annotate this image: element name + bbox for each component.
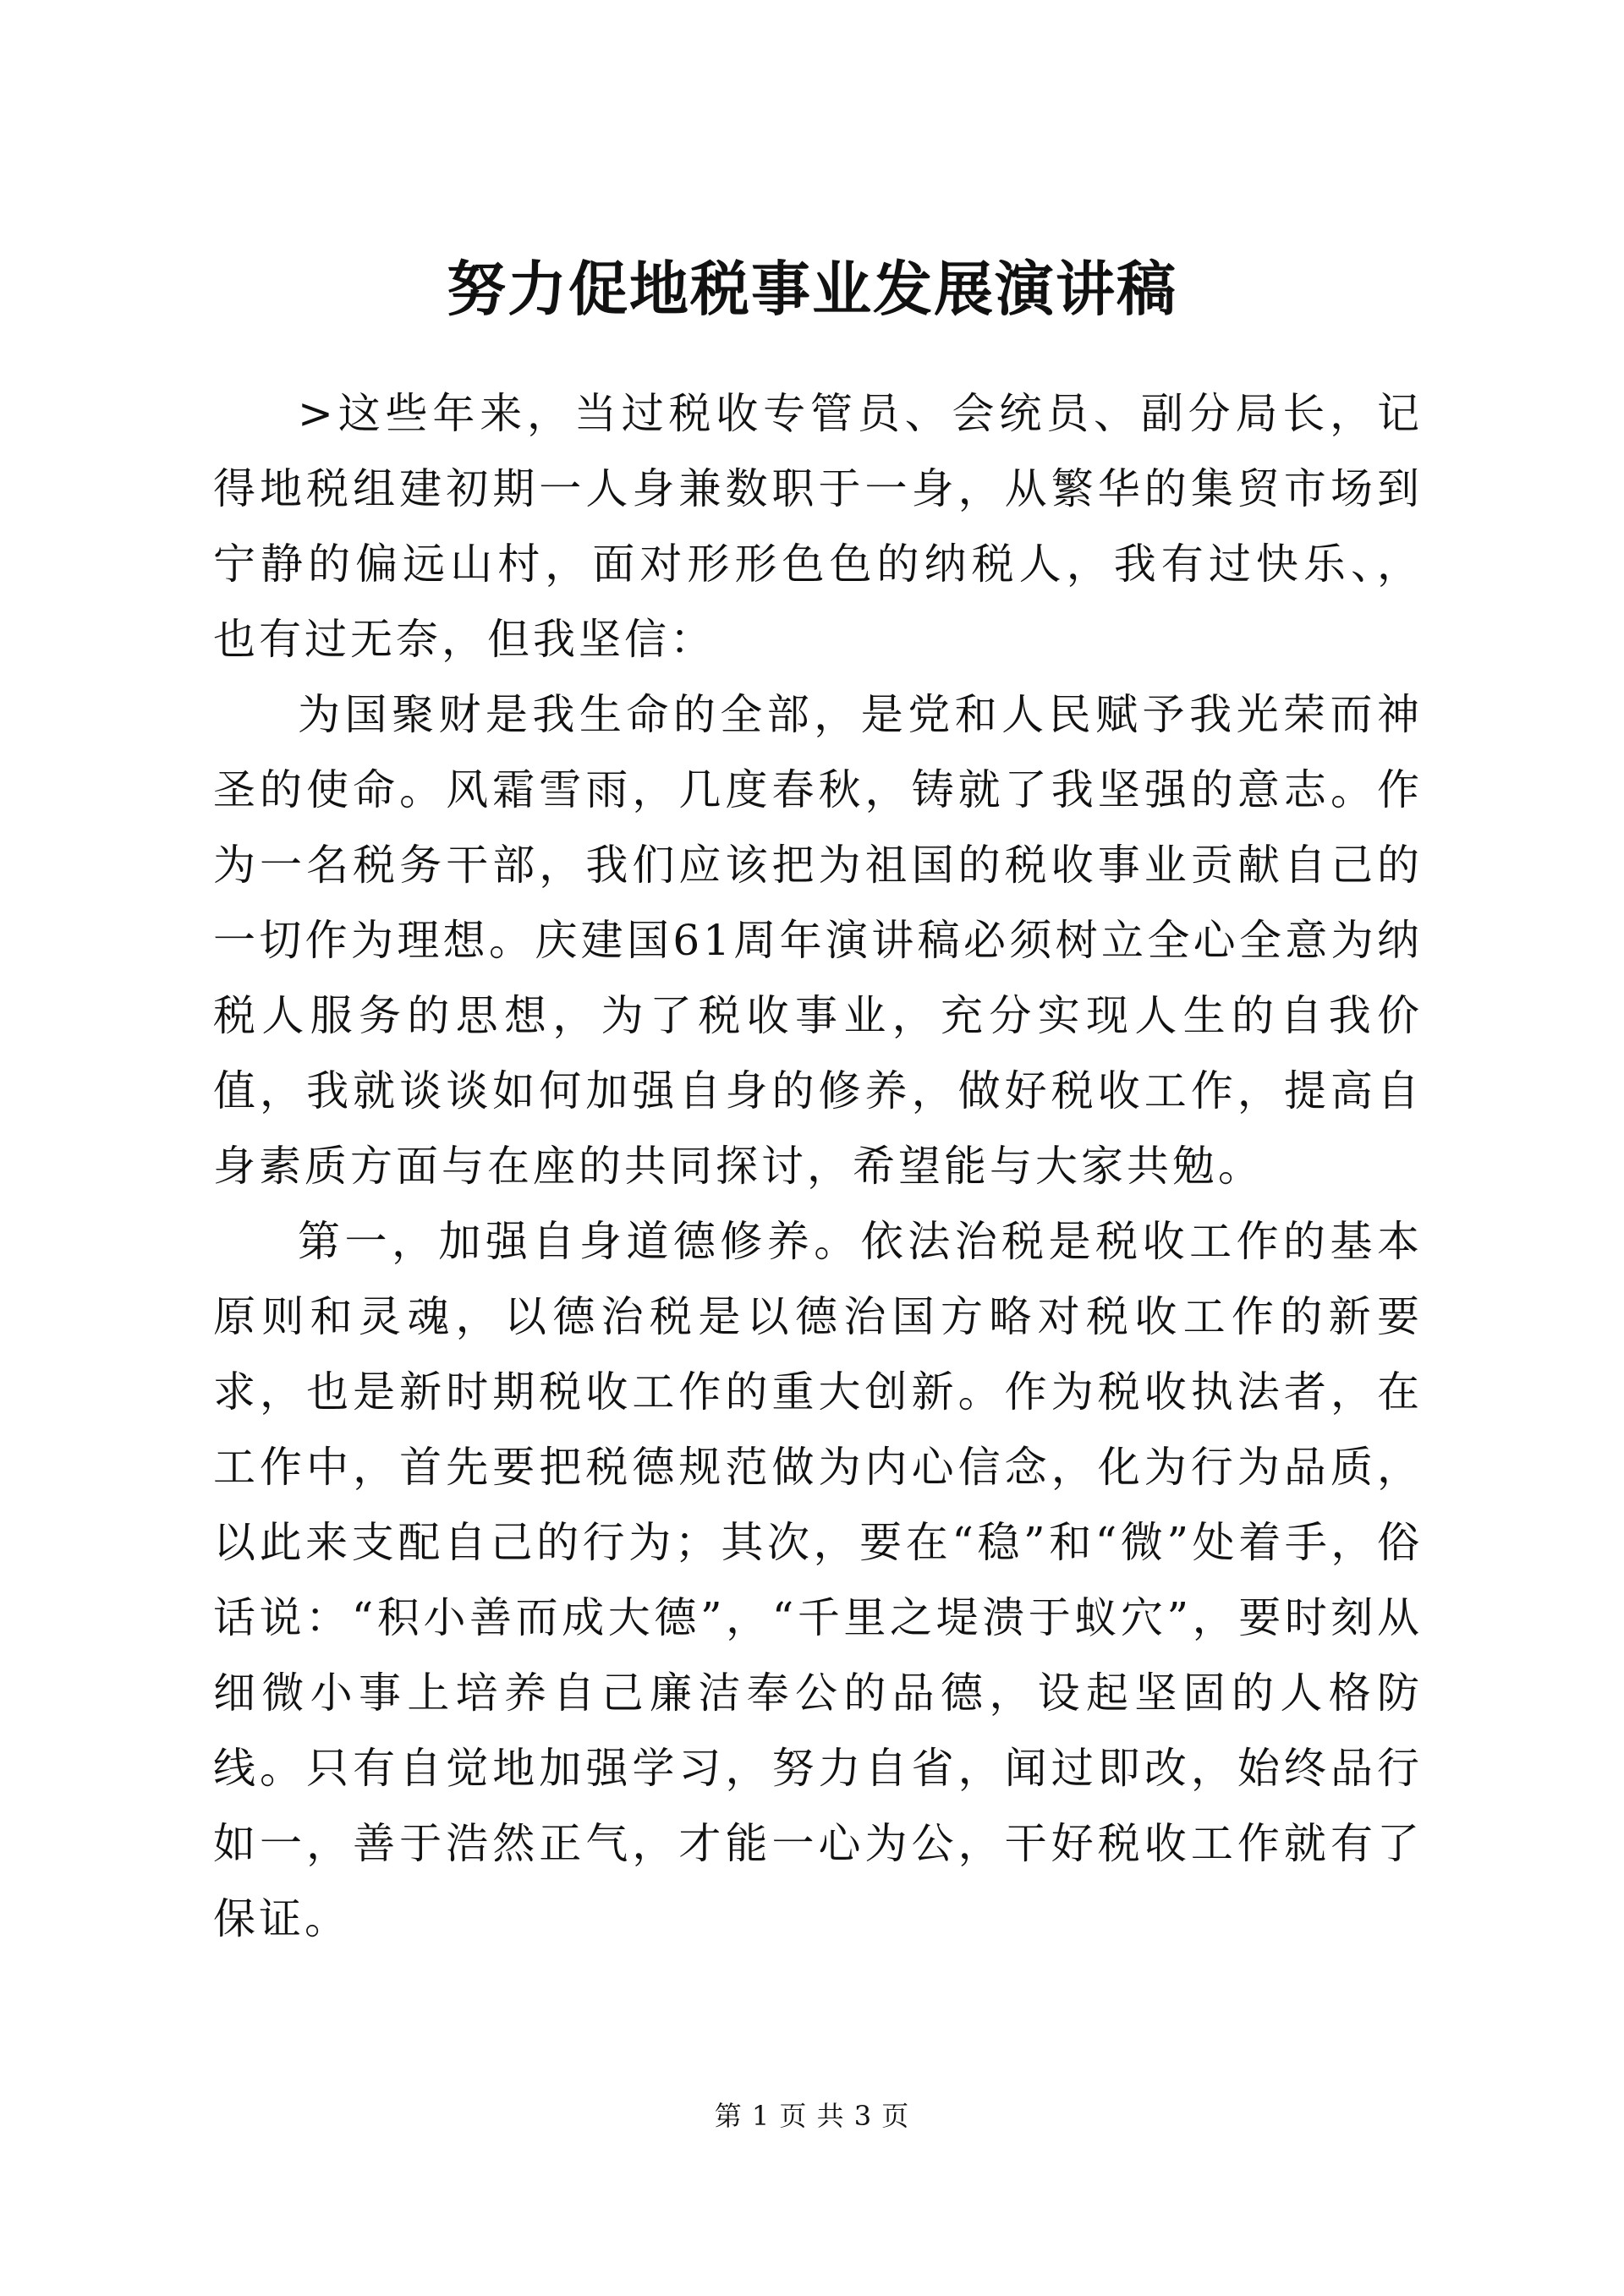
document-body <box>213 376 1423 1957</box>
paragraph-3: 第一，加强自身道德修养。依法治税是税收工作的基本原则和灵魂，以德治税是以德治国方略对税收工作的新要求，也是新时期税收工作的重大创新。作为税收执法者，在工作中，首先要把税德规范做为内心信念，化为行为品质，以此来支配自己的行为；其次，要在“稳”和“微”处着手，俗话说：“积小善而成大德”，“千里之堤溃于蚁穴”，要时刻从细微小事上培养自己廉洁奉公的品德，设起坚固的人格防线。只有自觉地加强学习，努力自省，闻过即改，始终品行如一，善于浩然正气，才能一心为公，干好税收工作就有了保证。 <box>213 1217 1423 1943</box>
paragraph-2: 为国聚财是我生命的全部，是党和人民赋予我光荣而神圣的使命。风霜雪雨，几度春秋，铸就了我坚强的意志。作为一名税务干部，我们应该把为祖国的税收事业贡献自己的一切作为理想。庆建国61周年演讲稿必须树立全心全意为纳税人服务的思想，为了税收事业，充分实现人生的自我价值，我就谈谈如何加强自身的修养，做好税收工作，提高自身素质方面与在座的共同探讨，希望能与大家共勉。 <box>213 690 1423 1191</box>
document-title: 努力促地税事业发展演讲稿 <box>447 254 1177 324</box>
page-footer: 第 1 页 共 3 页 <box>714 2100 910 2132</box>
paragraph-1: >这些年来，当过税收专管员、会统员、副分局长，记得地税组建初期一人身兼数职于一身，从繁华的集贸市场到宁静的偏远山村，面对形形色色的纳税人，我有过快乐、，也有过无奈，但我坚信： <box>213 389 1423 664</box>
